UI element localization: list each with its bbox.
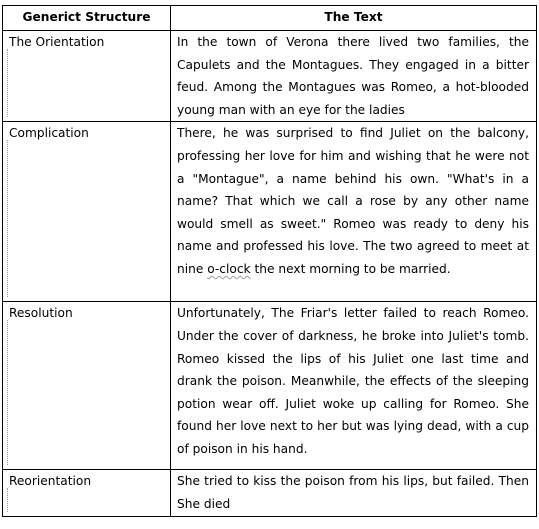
structure-label-cell: [3, 31, 171, 122]
structure-label-cell: [3, 470, 171, 516]
structure-label-cell: [3, 122, 171, 302]
text-boundary-guide: [7, 320, 8, 465]
table-row: [3, 31, 537, 122]
text-boundary-guide: [7, 488, 8, 511]
header-the-text: The Text: [171, 6, 537, 31]
structure-label: Reorientation: [9, 474, 92, 489]
table-row: [3, 302, 537, 470]
story-text: She tried to kiss the poison from his lips, but failed. Then She died: [177, 474, 529, 511]
text-boundary-guide: [7, 140, 8, 297]
story-text: There, he was surprised to find Juliet on the balcony, professing her love for him and wishing that he were not a "Montague", a name behind his own. "What's in a name? That which we call a rose by any other name would smell as sweet." Romeo was ready to deny his name and professed his love. The two agreed to meet at nine: [177, 126, 529, 276]
table-row: [3, 470, 537, 516]
structure-label-cell: [3, 302, 171, 470]
structure-label: Resolution: [9, 306, 73, 321]
text-cell: [171, 302, 537, 470]
structure-label: Complication: [9, 126, 89, 141]
spelling-flagged-word[interactable]: o-clock: [207, 261, 251, 276]
story-text: Unfortunately, The Friar's letter failed to reach Romeo. Under the cover of darkness, he broke into Juliet's tomb. Romeo kissed the lips of his Juliet one last time and drank the poison. Meanwhile, the effects of the sleeping potion wear off. Juliet woke up calling for Romeo. She found her love next to her but was lying dead, with a cup of poison in his hand.: [177, 306, 529, 456]
table-header-row: [3, 6, 537, 31]
text-cell: [171, 470, 537, 516]
structure-label: The Orientation: [9, 35, 105, 49]
header-generic-structure: Generict Structure: [3, 6, 171, 31]
text-boundary-guide: [7, 49, 8, 117]
text-cell: [171, 31, 537, 122]
story-text-continued: the next morning to be married.: [250, 261, 451, 276]
story-text: In the town of Verona there lived two families, the Capulets and the Montagues. They engaged in a bitter feud. Among the Montagues was Romeo, a hot-blooded young man with an eye for the ladies: [177, 35, 529, 117]
text-cell: [171, 122, 537, 302]
table-row: [3, 122, 537, 302]
story-structure-table: [2, 5, 537, 517]
